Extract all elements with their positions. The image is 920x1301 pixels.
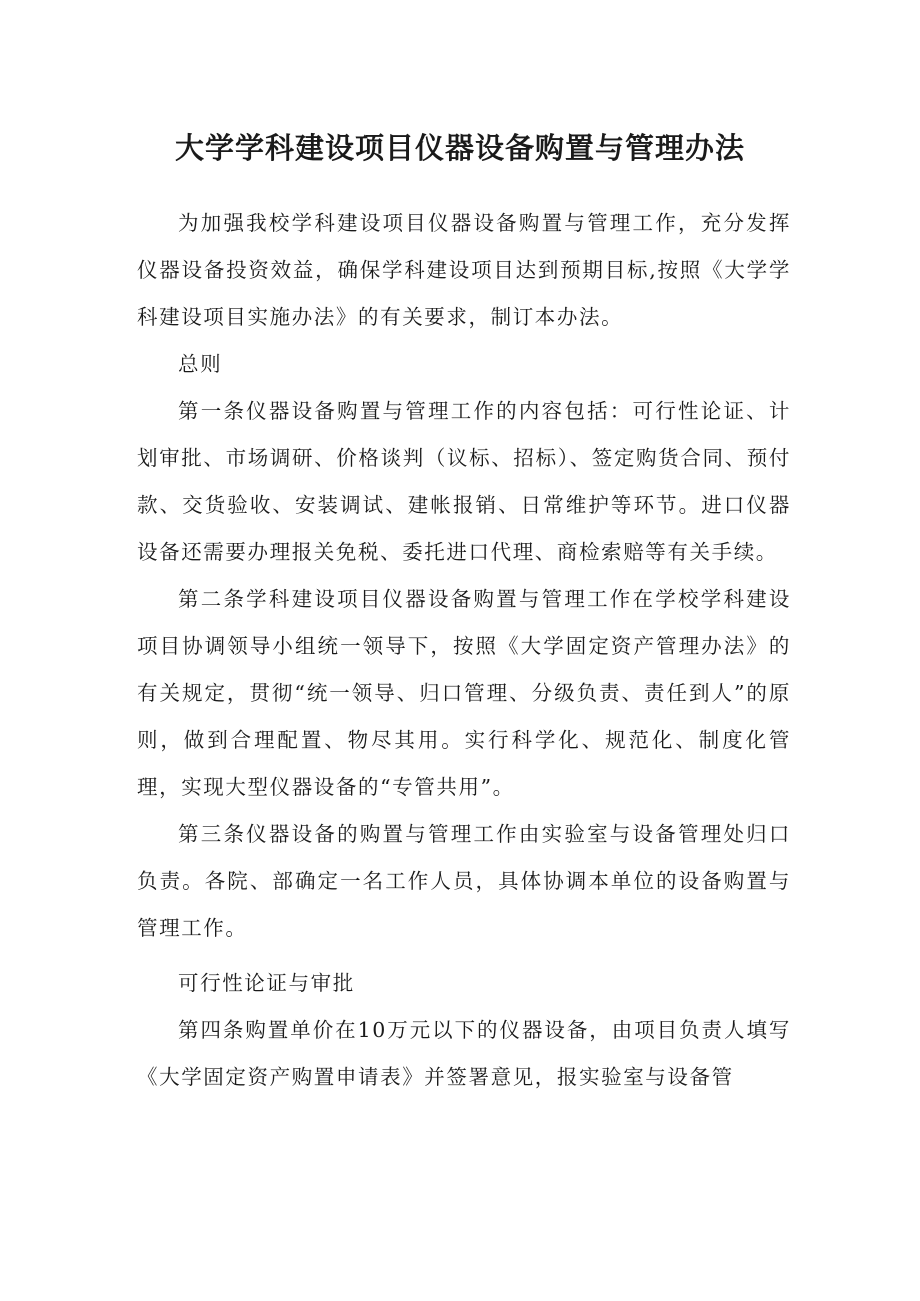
section-heading-feasibility: 可行性论证与审批: [178, 971, 355, 995]
article-2-paragraph: 第二条学科建设项目仪器设备购置与管理工作在学校学科建设项目协调领导小组统一领导下，按照《大学固定资产管理办法》的有关规定，贯彻“统一领导、归口管理、分级负责、责任到人”的原则，做到合理配置、物尽其用。实行科学化、规范化、制度化管理，实现大型仪器设备的“专管共用”。: [137, 587, 791, 799]
document-body: [137, 200, 791, 1101]
article-3-paragraph: 第三条仪器设备的购置与管理工作由实验室与设备管理处归口负责。各院、部确定一名工作人员，具体协调本单位的设备购置与管理工作。: [137, 822, 791, 940]
article-1-paragraph: 第一条仪器设备购置与管理工作的内容包括：可行性论证、计划审批、市场调研、价格谈判（议标、招标）、签定购货合同、预付款、交货验收、安装调试、建帐报销、日常维护等环节。进口仪器设备还需要办理报关免税、委托进口代理、商检索赔等有关手续。: [137, 399, 791, 564]
document-title: 大学学科建设项目仪器设备购置与管理办法: [174, 131, 745, 165]
intro-paragraph: 为加强我校学科建设项目仪器设备购置与管理工作，充分发挥仪器设备投资效益，确保学科建设项目达到预期目标,按照《大学学科建设项目实施办法》的有关要求，制订本办法。: [137, 211, 791, 329]
article-4-paragraph: 第四条购置单价在10万元以下的仪器设备，由项目负责人填写《大学固定资产购置申请表》并签署意见，报实验室与设备管: [137, 1018, 791, 1089]
section-heading-general: 总则: [178, 352, 223, 376]
